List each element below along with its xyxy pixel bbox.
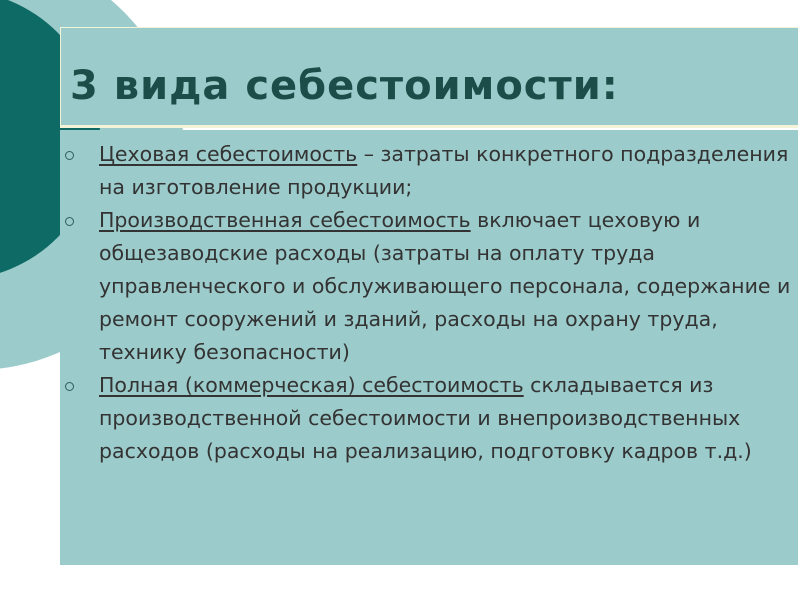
bullet-list: [60, 138, 798, 468]
hollow-circle-bullet-icon: [65, 382, 74, 391]
definition-production-cost: включает цеховую и общезаводские расходы (затраты на оплату труда управленческого и обслуживающего персонала, содержание и ремонт сооружений и зданий, расходы на охрану труда, технику безопасности): [99, 208, 791, 364]
list-item: [60, 204, 798, 369]
definition-full-cost: складывается из производственной себестоимости и внепроизводственных расходов (расходы на реализацию, подготовку кадров т.д.): [99, 373, 752, 463]
slide-title: 3 вида себестоимости:: [70, 63, 619, 109]
hollow-circle-bullet-icon: [65, 217, 74, 226]
term-full-cost: Полная (коммерческая) себестоимость: [99, 373, 524, 397]
definition-shop-cost: – затраты конкретного подразделения на изготовление продукции;: [99, 142, 789, 199]
term-shop-cost: Цеховая себестоимость: [99, 142, 358, 166]
list-item: [60, 138, 798, 204]
list-item: [60, 369, 798, 468]
hollow-circle-bullet-icon: [65, 151, 74, 160]
term-production-cost: Производственная себестоимость: [99, 208, 471, 232]
